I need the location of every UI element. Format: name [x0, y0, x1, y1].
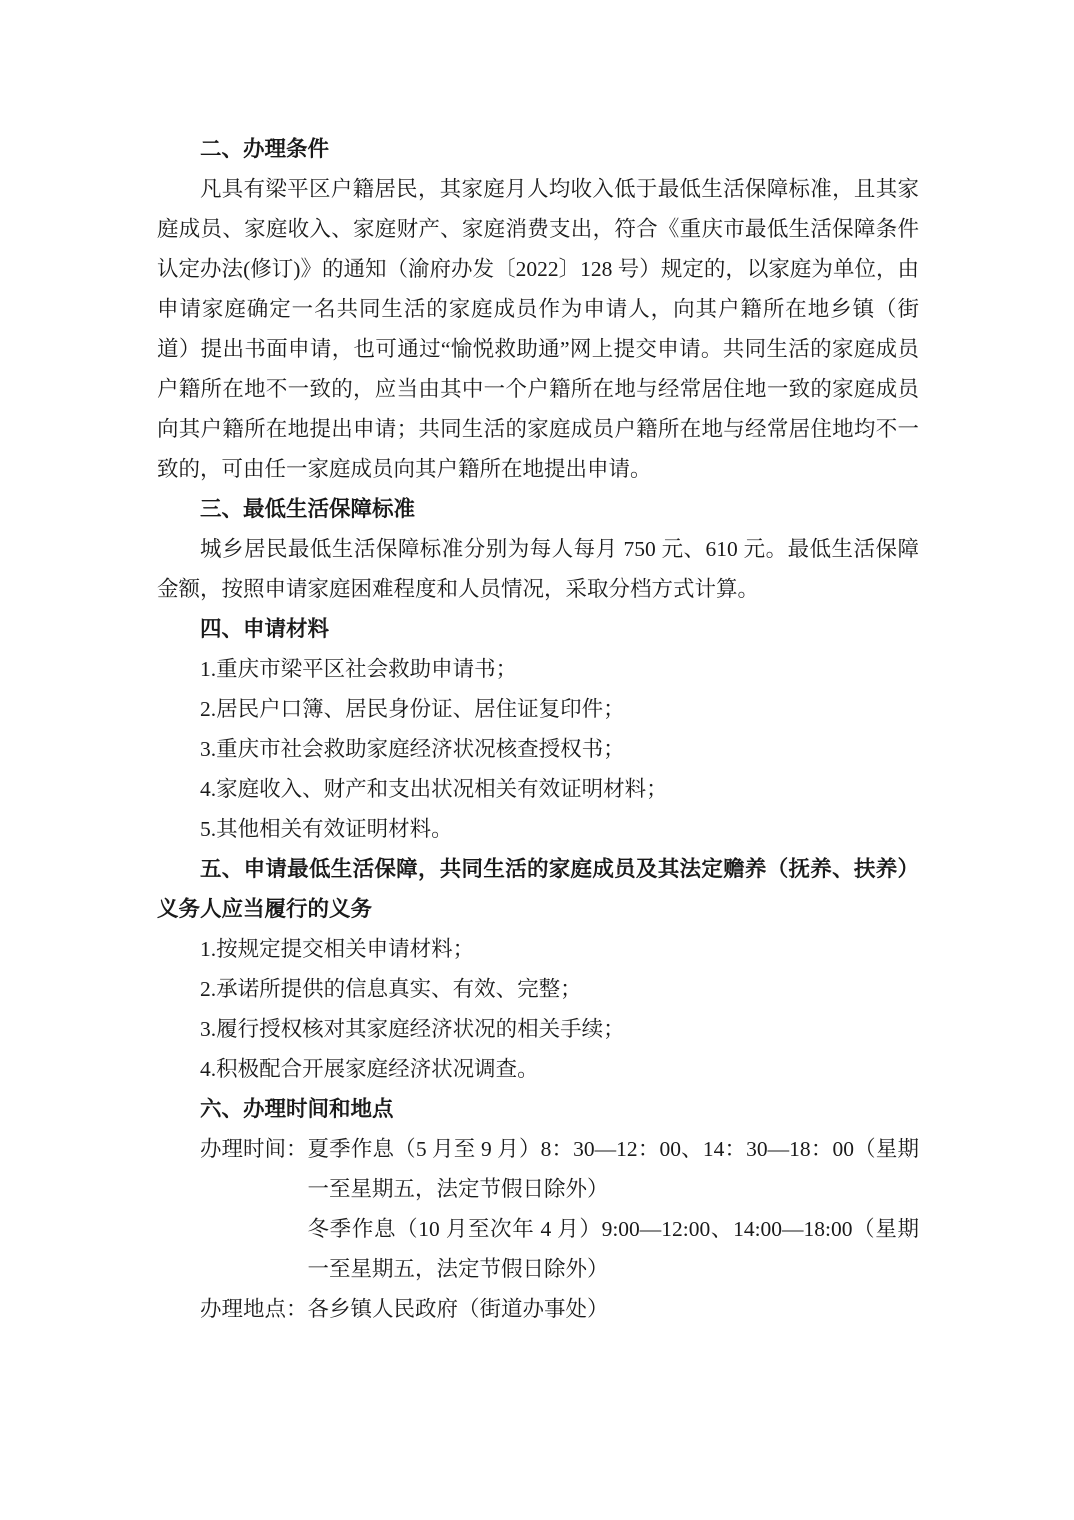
- summer-schedule: 夏季作息（5 月至 9 月）8：30—12：00、14：30—18：00（星期一至星期五，法定节假日除外）: [307, 1137, 919, 1201]
- section-3-paragraph: 城乡居民最低生活保障标准分别为每人每月 750 元、610 元。最低生活保障金额，按照申请家庭困难程度和人员情况，采取分档方式计算。: [157, 537, 919, 601]
- obligation-item: 4.积极配合开展家庭经济状况调查。: [200, 1057, 539, 1081]
- office-hours-content: [308, 1129, 919, 1289]
- obligation-item: 3.履行授权核对其家庭经济状况的相关手续；: [200, 1017, 625, 1041]
- office-location-label: 办理地点：: [200, 1297, 308, 1321]
- section-3-heading: 三、最低生活保障标准: [200, 497, 416, 521]
- application-material-item: 2.居民户口簿、居民身份证、居住证复印件；: [200, 697, 625, 721]
- office-location-value: 各乡镇人民政府（街道办事处）: [307, 1297, 609, 1321]
- office-location-row: [157, 1289, 919, 1329]
- obligation-item: 2.承诺所提供的信息真实、有效、完整；: [200, 977, 582, 1001]
- document-page: [157, 129, 919, 1329]
- obligation-item: 1.按规定提交相关申请材料；: [200, 937, 475, 961]
- application-material-item: 5.其他相关有效证明材料。: [200, 817, 453, 841]
- application-material-item: 1.重庆市梁平区社会救助申请书；: [200, 657, 518, 681]
- section-4-heading: 四、申请材料: [200, 617, 330, 641]
- office-hours-label: 办理时间：: [200, 1137, 308, 1161]
- section-5-heading: 五、申请最低生活保障，共同生活的家庭成员及其法定赡养（抚养、扶养）义务人应当履行的义务: [157, 857, 919, 921]
- office-hours-row: [157, 1129, 919, 1289]
- application-material-item: 3.重庆市社会救助家庭经济状况核查授权书；: [200, 737, 625, 761]
- winter-schedule: 冬季作息（10 月至次年 4 月）9:00—12:00、14:00—18:00（星期一至星期五，法定节假日除外）: [307, 1217, 919, 1281]
- section-6-heading: 六、办理时间和地点: [200, 1097, 394, 1121]
- section-2-heading: 二、办理条件: [200, 137, 330, 161]
- application-material-item: 4.家庭收入、财产和支出状况相关有效证明材料；: [200, 777, 668, 801]
- section-2-paragraph: 凡具有梁平区户籍居民，其家庭月人均收入低于最低生活保障标准，且其家庭成员、家庭收入、家庭财产、家庭消费支出，符合《重庆市最低生活保障条件认定办法(修订)》的通知（渝府办发〔2022〕128 号）规定的，以家庭为单位，由申请家庭确定一名共同生活的家庭成员作为申请人，向其户籍所在地乡镇（街道）提出书面申请，也可通过“愉悦救助通”网上提交申请。共同生活的家庭成员户籍所在地不一致的，应当由其中一个户籍所在地与经常居住地一致的家庭成员向其户籍所在地提出申请；共同生活的家庭成员户籍所在地与经常居住地均不一致的，可由任一家庭成员向其户籍所在地提出申请。: [157, 177, 919, 481]
